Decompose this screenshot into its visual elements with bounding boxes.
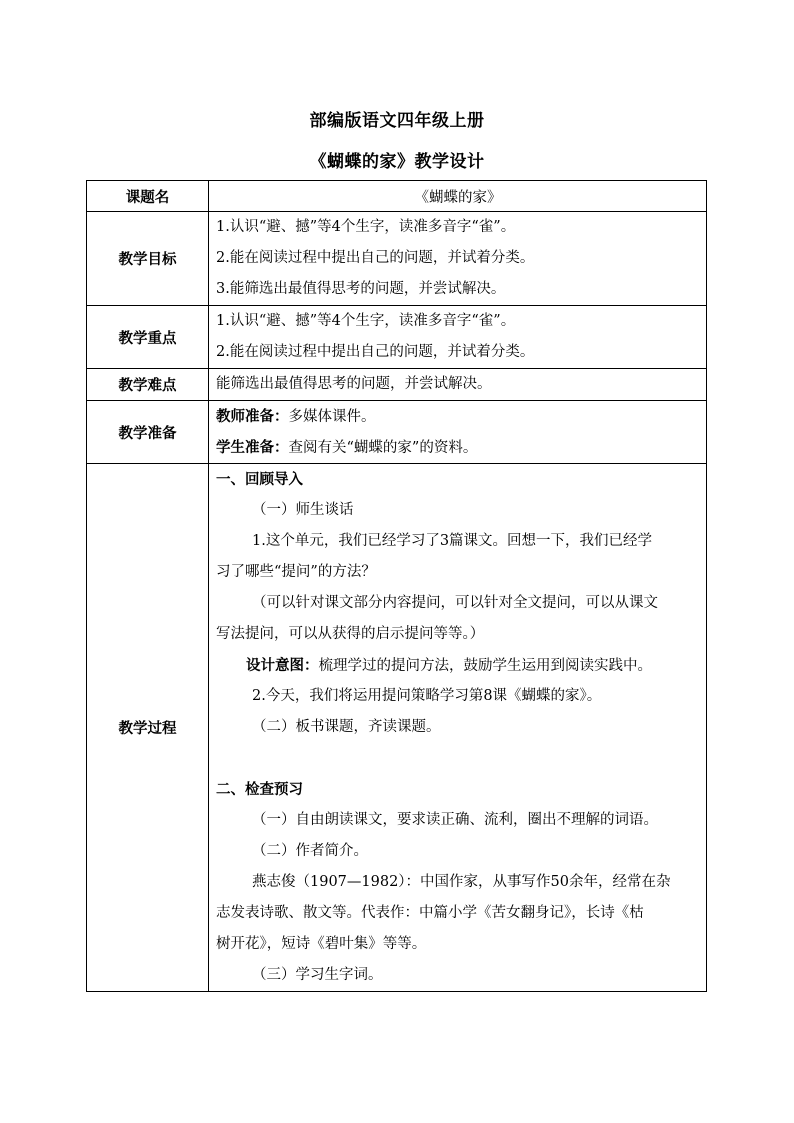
key-points-label: 教学重点 xyxy=(87,306,209,369)
table-row-preparation xyxy=(87,401,707,464)
design-intent-label: 设计意图： xyxy=(246,657,319,674)
subsection-heading: （二）作者简介。 xyxy=(252,843,368,859)
student-preparation-text: 查阅有关“蝴蝶的家”的资料。 xyxy=(288,440,478,456)
table-row-difficulties xyxy=(87,369,707,401)
topic-value: 《蝴蝶的家》 xyxy=(209,181,707,212)
table-row-topic xyxy=(87,181,707,212)
goals-label: 教学目标 xyxy=(87,212,209,306)
preparation-content xyxy=(209,401,707,464)
document-subtitle: 《蝴蝶的家》教学设计 xyxy=(309,152,485,172)
blank-line xyxy=(216,743,700,774)
difficulties-label: 教学难点 xyxy=(87,369,209,401)
design-intent-text: 梳理学过的提问方法，鼓励学生运用到阅读实践中。 xyxy=(318,658,652,674)
key-points-content xyxy=(209,306,707,369)
process-content xyxy=(209,464,707,992)
subsection-heading: （三）学习生字词。 xyxy=(252,967,383,983)
subsection-heading: （一）师生谈话 xyxy=(252,502,354,518)
goal-item: 1.认识“避、撼”等4个生字，读准多音字“雀”。 xyxy=(216,219,516,235)
teacher-preparation xyxy=(216,401,700,432)
subsection-heading: （一）自由朗读课文，要求读正确、流利，圈出不理解的词语。 xyxy=(252,812,658,828)
student-preparation-label: 学生准备： xyxy=(216,439,289,456)
preparation-label: 教学准备 xyxy=(87,401,209,464)
paragraph-line: （可以针对课文部分内容提问，可以针对全文提问，可以从课文 xyxy=(252,595,658,611)
paragraph-line: 习了哪些“提问”的方法？ xyxy=(216,564,376,580)
goals-content xyxy=(209,212,707,306)
student-preparation xyxy=(216,432,700,463)
section-heading: 一、回顾导入 xyxy=(216,471,303,488)
process-label: 教学过程 xyxy=(87,464,209,992)
subsection-heading: （二）板书课题，齐读课题。 xyxy=(252,719,441,735)
key-point-item: 2.能在阅读过程中提出自己的问题，并试着分类。 xyxy=(216,344,535,360)
section-heading: 二、检查预习 xyxy=(216,781,303,798)
difficulty-text: 能筛选出最值得思考的问题，并尝试解决。 xyxy=(216,376,492,392)
goal-item: 3.能筛选出最值得思考的问题，并尝试解决。 xyxy=(216,281,506,297)
topic-label: 课题名 xyxy=(87,181,209,212)
table-row-key-points xyxy=(87,306,707,369)
paragraph-line: 燕志俊（1907—1982）：中国作家，从事写作50余年，经常在杂 xyxy=(252,874,671,890)
teacher-preparation-text: 多媒体课件。 xyxy=(288,409,376,425)
design-intent xyxy=(216,650,700,681)
teacher-preparation-label: 教师准备： xyxy=(216,408,289,425)
goal-item: 2.能在阅读过程中提出自己的问题，并试着分类。 xyxy=(216,250,535,266)
document-title: 部编版语文四年级上册 xyxy=(309,111,485,131)
lesson-plan-table xyxy=(86,180,707,992)
paragraph-line: 树开花》，短诗《碧叶集》等等。 xyxy=(216,936,427,952)
paragraph-line: 1.这个单元，我们已经学习了3篇课文。回想一下，我们已经学 xyxy=(252,533,653,549)
table-row-process xyxy=(87,464,707,992)
key-point-item: 1.认识“避、撼”等4个生字，读准多音字“雀”。 xyxy=(216,313,516,329)
paragraph-line: 志发表诗歌、散文等。代表作：中篇小学《苦女翻身记》，长诗《枯 xyxy=(216,905,644,921)
paragraph-line: 写法提问，可以从获得的启示提问等等。） xyxy=(216,626,485,642)
table-row-goals xyxy=(87,212,707,306)
paragraph-line: 2.今天，我们将运用提问策略学习第8课《蝴蝶的家》。 xyxy=(252,688,602,704)
difficulties-content xyxy=(209,369,707,401)
